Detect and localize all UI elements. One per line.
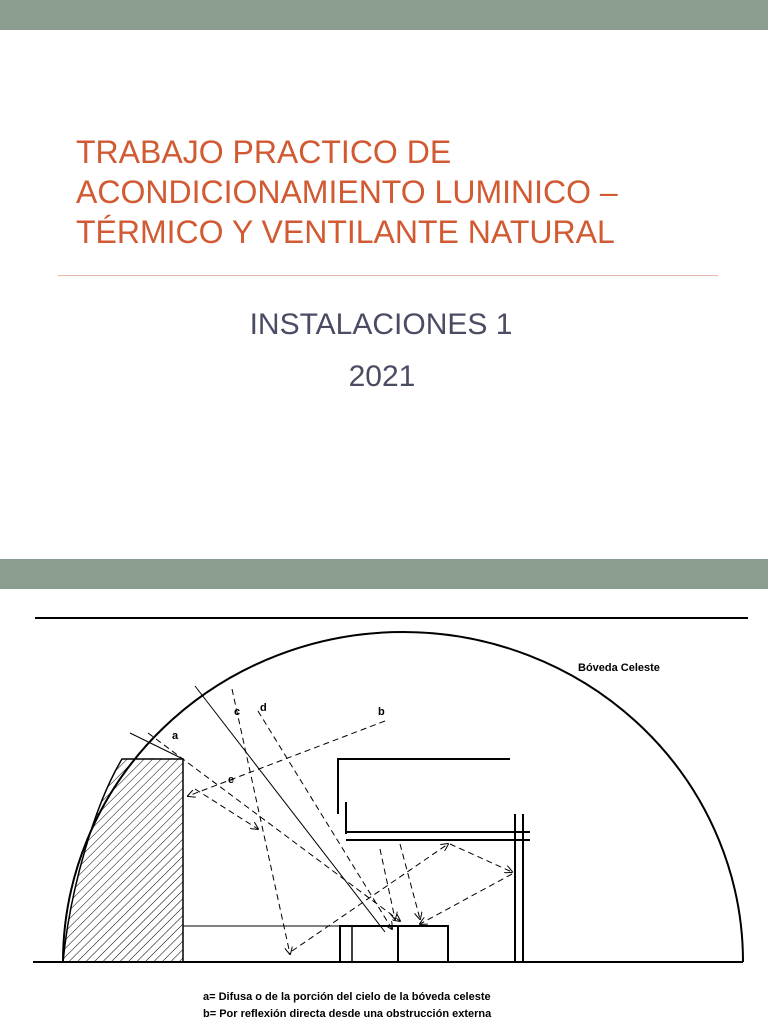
ray-reflect-4 (420, 874, 512, 924)
title-divider (58, 275, 718, 276)
ray-reflect-1 (292, 844, 448, 951)
direct-sky-ray (195, 686, 385, 932)
legend-line-b: b= Por reflexión directa desde una obstrucción externa (203, 1008, 492, 1020)
daylighting-diagram (0, 589, 768, 1024)
ray-a (148, 733, 400, 921)
interior-table (398, 926, 448, 962)
ray-label-a: a (172, 730, 179, 742)
course-year: 2021 (348, 360, 416, 393)
ray-label-e: e (228, 774, 235, 786)
light-rays (148, 689, 512, 954)
dome-label: Bóveda Celeste (578, 662, 660, 674)
ray-label-c: c (234, 706, 241, 718)
ray-reflect-5 (400, 844, 420, 919)
legend-line-a: a= Difusa o de la porción del cielo de la bóveda celeste (203, 991, 491, 1003)
title-line-2: ACONDICIONAMIENTO LUMINICO – (76, 174, 618, 210)
ray-reflect-3 (450, 844, 512, 872)
roof-overhang (338, 759, 510, 814)
slide-separator-band (0, 559, 768, 589)
external-obstruction (63, 759, 183, 962)
ray-label-b: b (378, 706, 385, 718)
window-sill (340, 926, 398, 962)
ray-e (195, 789, 258, 829)
ray-c (232, 689, 290, 954)
title-line-1: TRABAJO PRACTICO DE (76, 134, 452, 170)
slide-title (76, 132, 736, 252)
ray-reflect-2 (380, 849, 395, 919)
course-name: INSTALACIONES 1 (249, 308, 513, 341)
top-accent-band (0, 0, 768, 30)
ray-label-d: d (260, 702, 267, 714)
title-line-3: TÉRMICO Y VENTILANTE NATURAL (76, 214, 615, 250)
